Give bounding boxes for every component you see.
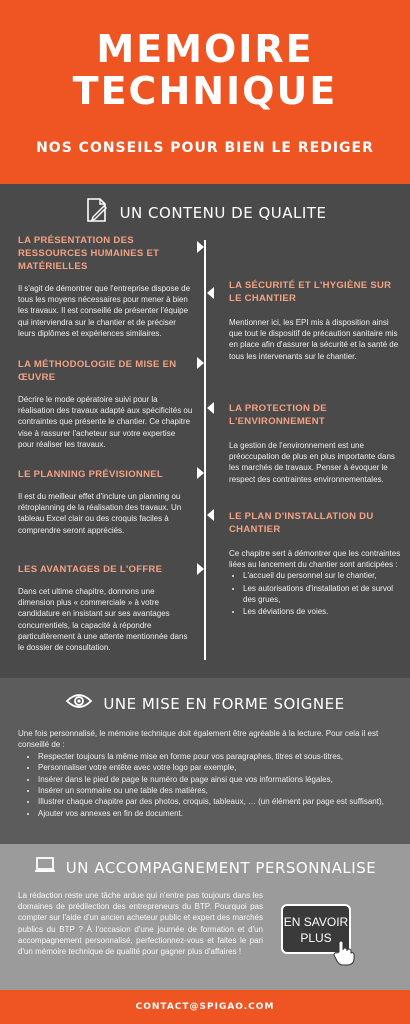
list-item: • Respecter toujours la même mise en forme pour vos paragraphes, titres et sous-titres, (38, 751, 396, 762)
item-text: La gestion de l'environnement est une préoccupation de plus en plus importante dans les marchés de travaux. Penser à évoquer le respect des contraintes environnementales. (229, 441, 395, 484)
document-pen-icon (84, 196, 110, 229)
title-line-1: MEMOIRE (96, 27, 314, 71)
timeline-item-left (18, 468, 193, 536)
item-title: LA PROTECTION DE L'ENVIRONNEMENT (229, 403, 327, 427)
section-heading-label: UNE MISE EN FORME SOIGNEE (103, 694, 345, 713)
item-intro: Ce chapitre sert à démontrer que les contraintes liées au lancement du chantier sont anticipées : (229, 549, 401, 570)
list-item: • L'accueil du personnel sur le chantier, (243, 570, 404, 581)
item-title: LA MÉTHODOLOGIE DE MISE EN ŒUVRE (18, 359, 177, 383)
timeline-arrow (207, 402, 214, 414)
section-heading-formatting (0, 692, 410, 715)
section-heading-label: UN CONTENU DE QUALITE (119, 203, 327, 222)
timeline-arrow (207, 287, 214, 299)
timeline-arrow (197, 467, 204, 479)
section-intro: Une fois personnalisé, le mémoire technique doit également être agréable à la lecture. Pour cela il est conseillé de : (18, 729, 379, 750)
list-item: • Les déviations de voies. (243, 606, 404, 617)
item-text: Mentionner ici, les EPI mis à disposition ainsi que tout le dispositif de précaution sanitaire mis en place afin d'assurer la sécurité et la santé de tous les intervenants sur le chantier. (229, 318, 399, 361)
timeline-item-right (229, 510, 404, 618)
section-heading-support (0, 856, 410, 879)
item-text (229, 548, 404, 617)
list-item: • Les autorisations d'installation et de survol des grues, (243, 583, 404, 605)
section-formatting (0, 678, 410, 844)
item-text: Décrire le mode opératoire suivi pour la réalisation des travaux adapté aux spécificités ou contraintes que présente le chantier. Ce chapitre vise à rassurer l'acheteur sur votre expertise pour réaliser les travaux. (18, 395, 193, 449)
item-title: LES AVANTAGES DE L'OFFRE (18, 564, 163, 575)
item-text: Dans cet ultime chapitre, donnons une dimension plus « commerciale » à votre candidature en insistant sur ses avantages concurrentiels, la capacité à répondre particulièrement à une attente mentionnée dans le dossier de consultation. (18, 587, 188, 653)
timeline-arrow (197, 563, 204, 575)
bullet-list (229, 570, 404, 617)
list-item: • Insérer dans le pied de page le numéro de page ainsi que vos informations légales, (38, 774, 396, 785)
footer-contact[interactable]: CONTACT@SPIGAO.COM (0, 990, 410, 1024)
section-body: La rédaction reste une tâche ardue qui n'entre pas toujours dans les domaines de prédilection des entrepreneurs du BTP. Pourquoi pas compter sur l'aide d'un ancien acheteur public et expert des marchés publics du BTP ? À l'occasion d'une journée de formation et d'un accompagnement personnalisé, perfectionnez-vous et faites le pari d'un mémoire technique de qualité pour gagner plus d'affaires ! (18, 891, 263, 957)
hero-banner (0, 0, 410, 184)
timeline-item-left (18, 563, 193, 653)
eye-icon (65, 692, 93, 715)
item-title: LA SÉCURITÉ ET L'HYGIÈNE SUR LE CHANTIER (229, 280, 392, 304)
cta-line-1: EN SAVOIR (283, 915, 349, 929)
item-text: Il est du meilleur effet d'inclure un planning ou rétroplanning de la réalisation des travaux. Un tableau Excel clair ou des croquis faciles à comprendre seront appréciés. (18, 492, 182, 535)
section-body (18, 728, 396, 819)
section-heading-content (0, 196, 410, 229)
list-item: • Insérer un sommaire ou une table des matières, (38, 785, 396, 796)
section-heading-label: UN ACCOMPAGNEMENT PERSONNALISE (65, 858, 377, 877)
timeline-arrow (197, 357, 204, 369)
list-item: • Personnaliser votre entête avec votre logo par exemple, (38, 762, 396, 773)
list-item: • Ajouter vos annexes en fin de document. (38, 808, 396, 819)
item-title: LE PLAN D'INSTALLATION DU CHANTIER (229, 511, 374, 535)
timeline-item-left (18, 234, 193, 339)
timeline-arrow (197, 241, 204, 253)
list-item: • Illustrer chaque chapitre par des photos, croquis, tableaux, … (un élément par page est suffisant), (38, 796, 396, 807)
item-title: LA PRÉSENTATION DES RESSOURCES HUMAINES ET MATÉRIELLES (18, 235, 160, 272)
timeline-item-right (229, 402, 404, 485)
laptop-icon (34, 856, 56, 879)
cta-line-2: PLUS (300, 931, 332, 945)
timeline-line (204, 240, 206, 660)
bullet-list (18, 751, 396, 819)
section-support (0, 844, 410, 990)
item-text: Il s'agit de démontrer que l'entreprise dispose de tous les moyens nécessaires pour mener à bien les travaux. Il est conseillé de présenter l'équipe qui interviendra sur le chantier et de préciser leurs diplômes et expériences similaires. (18, 284, 191, 338)
pointer-hand-icon (333, 940, 355, 971)
page-subtitle: NOS CONSEILS POUR BIEN LE REDIGER (36, 140, 374, 156)
item-title: LE PLANNING PRÉVISIONNEL (18, 469, 163, 480)
title-line-2: TECHNIQUE (72, 69, 338, 113)
timeline-item-left (18, 358, 193, 450)
timeline-item-right (229, 279, 404, 362)
timeline-arrow (207, 509, 214, 521)
page-title (0, 28, 410, 112)
